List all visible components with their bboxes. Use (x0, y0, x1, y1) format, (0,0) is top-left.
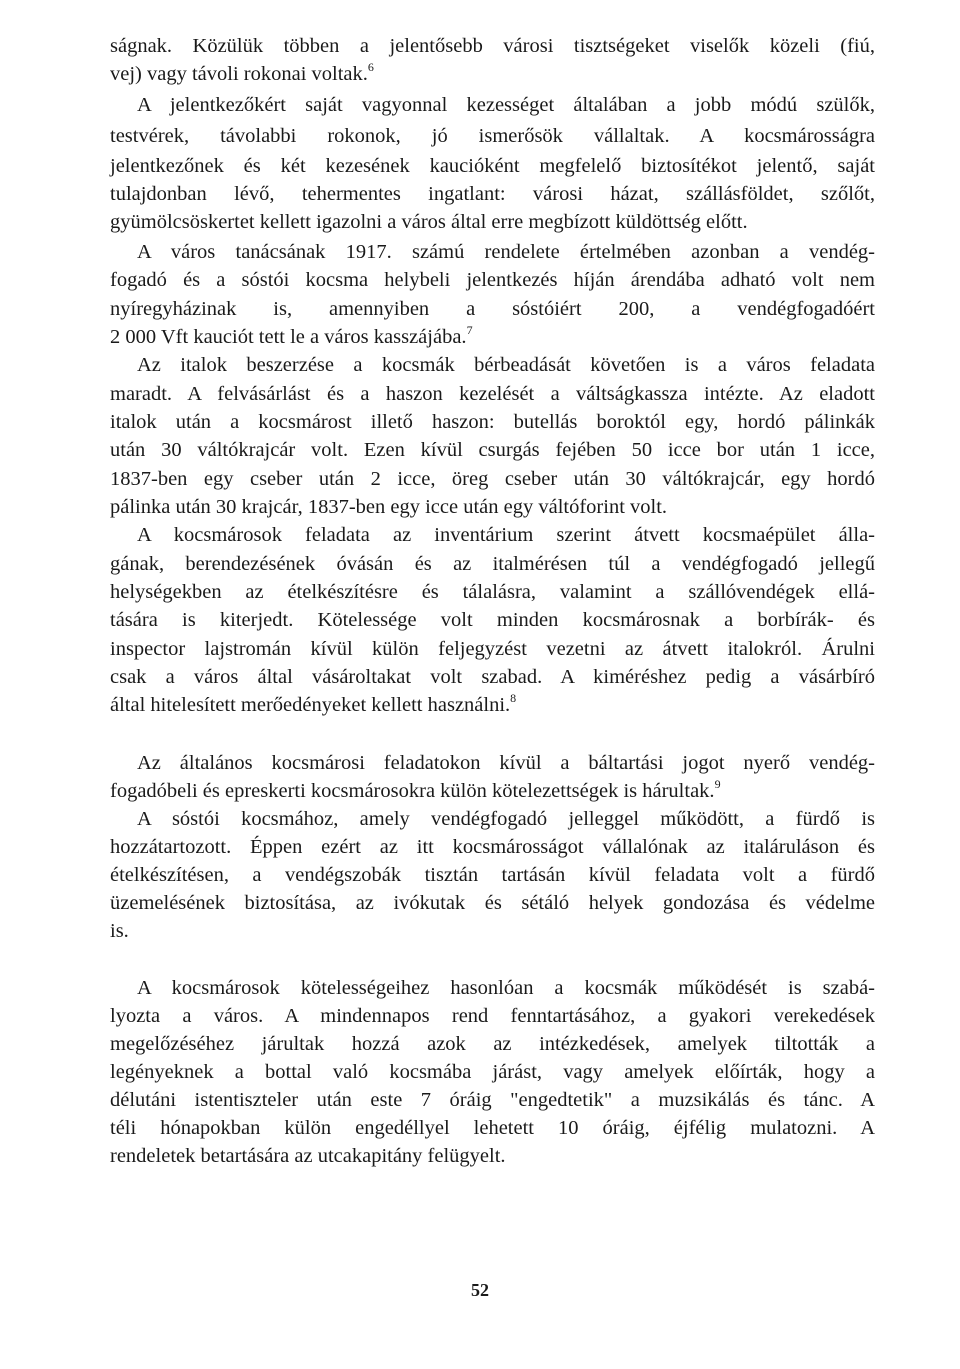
text-line: italok után a kocsmárost illető haszon: butellás boroktól egy, hordó pálinkák (110, 411, 875, 433)
text-line: rendeletek betartására az utcakapitány felügyelt. (110, 1145, 506, 1167)
text-line: hozzátartozott. Éppen ezért az itt kocsmárosságot vállalónak az italáruláson és (110, 836, 875, 858)
text-line: ételkészítésen, a vendégszobák tisztán tartásán kívül feladata volt a fürdő (110, 864, 875, 886)
text-line: vej) vagy távoli rokonai voltak.$^6$ (110, 60, 374, 85)
text-line: A város tanácsának 1917. számú rendelete értelmében azonban a vendég- (137, 241, 875, 263)
text-line: fogadóbeli és epreskerti kocsmárosokra külön kötelezettségek is hárultak.$^9$ (110, 777, 721, 802)
page-number: 52 (471, 1280, 489, 1300)
footnote-marker: 8 (510, 691, 517, 706)
text-line: testvérek, távolabbi rokonok, jó ismerősök vállaltak. A kocsmárosságra (110, 125, 875, 147)
text-line: A jelentkezőkért saját vagyonnal kezességet általában a jobb módú szülők, (137, 94, 875, 116)
text-line: Az italok beszerzése a kocsmák bérbeadását követően is a város feladata (137, 354, 875, 376)
text-line: tulajdonban lévő, tehermentes ingatlant: városi házat, szállásföldet, szőlőt, (110, 183, 875, 205)
text-line: megelőzéséhez járultak hozzá azok az intézkedések, amelyek tiltották a (110, 1033, 875, 1055)
text-line: jelentkezőnek és két kezesének kaucióként megfelelő biztosítékot jelentő, saját (110, 155, 875, 177)
text-line: lyozta a város. A mindennapos rend fenntartásához, a gyakori verekedések (110, 1005, 875, 1027)
text-line: A kocsmárosok feladata az inventárium szerint átvett kocsmaépület álla- (137, 524, 875, 546)
footnote-marker: 9 (714, 777, 721, 792)
text-line: csak a város által vásároltakat volt szabad. A kiméréshez pedig a vásárbíró (110, 666, 875, 688)
text-line: 1837-ben egy cseber után 2 icce, öreg cseber után 30 váltókrajcár, egy hordó (110, 468, 875, 490)
text-line: helységekben az ételkészítésre és tálalásra, valamint a szállóvendégek ellá- (110, 581, 875, 603)
text-line: tására is kiterjedt. Kötelessége volt minden kocsmárosnak a borbírák- és (110, 609, 875, 631)
text-line: pálinka után 30 krajcár, 1837-ben egy icce után egy váltóforint volt. (110, 496, 668, 518)
text-line: fogadó és a sóstói kocsma helybeli jelentkezés híján árendába adható volt nem (110, 269, 875, 291)
text-line: legényeknek a bottal való kocsmába járást, vagy amelyek előírták, hogy a (110, 1061, 875, 1083)
text-line: Az általános kocsmárosi feladatokon kívül a báltartási jogot nyerő vendég- (137, 752, 875, 774)
text-line: téli hónapokban külön engedéllyel lehetett 10 óráig, éjfélig mulatozni. A (110, 1117, 875, 1139)
text-line: nyíregyházinak is, amennyiben a sóstóiért 200, a vendégfogadóért (110, 298, 875, 320)
text-line: A kocsmárosok kötelességeihez hasonlóan a kocsmák működését is szabá- (137, 977, 875, 999)
footnote-marker: 6 (367, 60, 374, 75)
text-line: inspector lajstromán kívül külön feljegyzést vezetni az átvett italokról. Árulni (110, 638, 875, 660)
text-line: gának, berendezésének óvásán és az italmérésen túl a vendégfogadó jellegű (110, 553, 875, 575)
text-line: üzemelésének biztosítása, az ivókutak és sétáló helyek gondozása és védelme (110, 892, 875, 914)
footnote-marker: 7 (466, 323, 473, 338)
text-line: által hitelesített merőedényeket kellett használni.$^8$ (110, 691, 517, 716)
text-line: délutáni istentiszteler után este 7 óráig "engedtetik" a muzsikálás és tánc. A (110, 1089, 875, 1111)
text-line: 2 000 Vft kauciót tett le a város kasszájába.$^7$ (110, 323, 473, 348)
text-line: ságnak. Közülük többen a jelentősebb városi tisztségeket viselők közeli (fiú, (110, 35, 875, 57)
text-line: után 30 váltókrajcár volt. Ezen kívül csurgás fejében 50 icce bor után 1 icce, (110, 439, 875, 461)
text-line: A sóstói kocsmához, amely vendégfogadó jelleggel működött, a fürdő is (137, 808, 875, 830)
text-line: maradt. A felvásárlást és a haszon kezelését a váltságkassza intézte. Az eladott (110, 383, 875, 405)
text-line: is. (110, 920, 129, 942)
text-line: gyümölcsöskertet kellett igazolni a város által erre megbízott küldöttség előtt. (110, 211, 748, 233)
